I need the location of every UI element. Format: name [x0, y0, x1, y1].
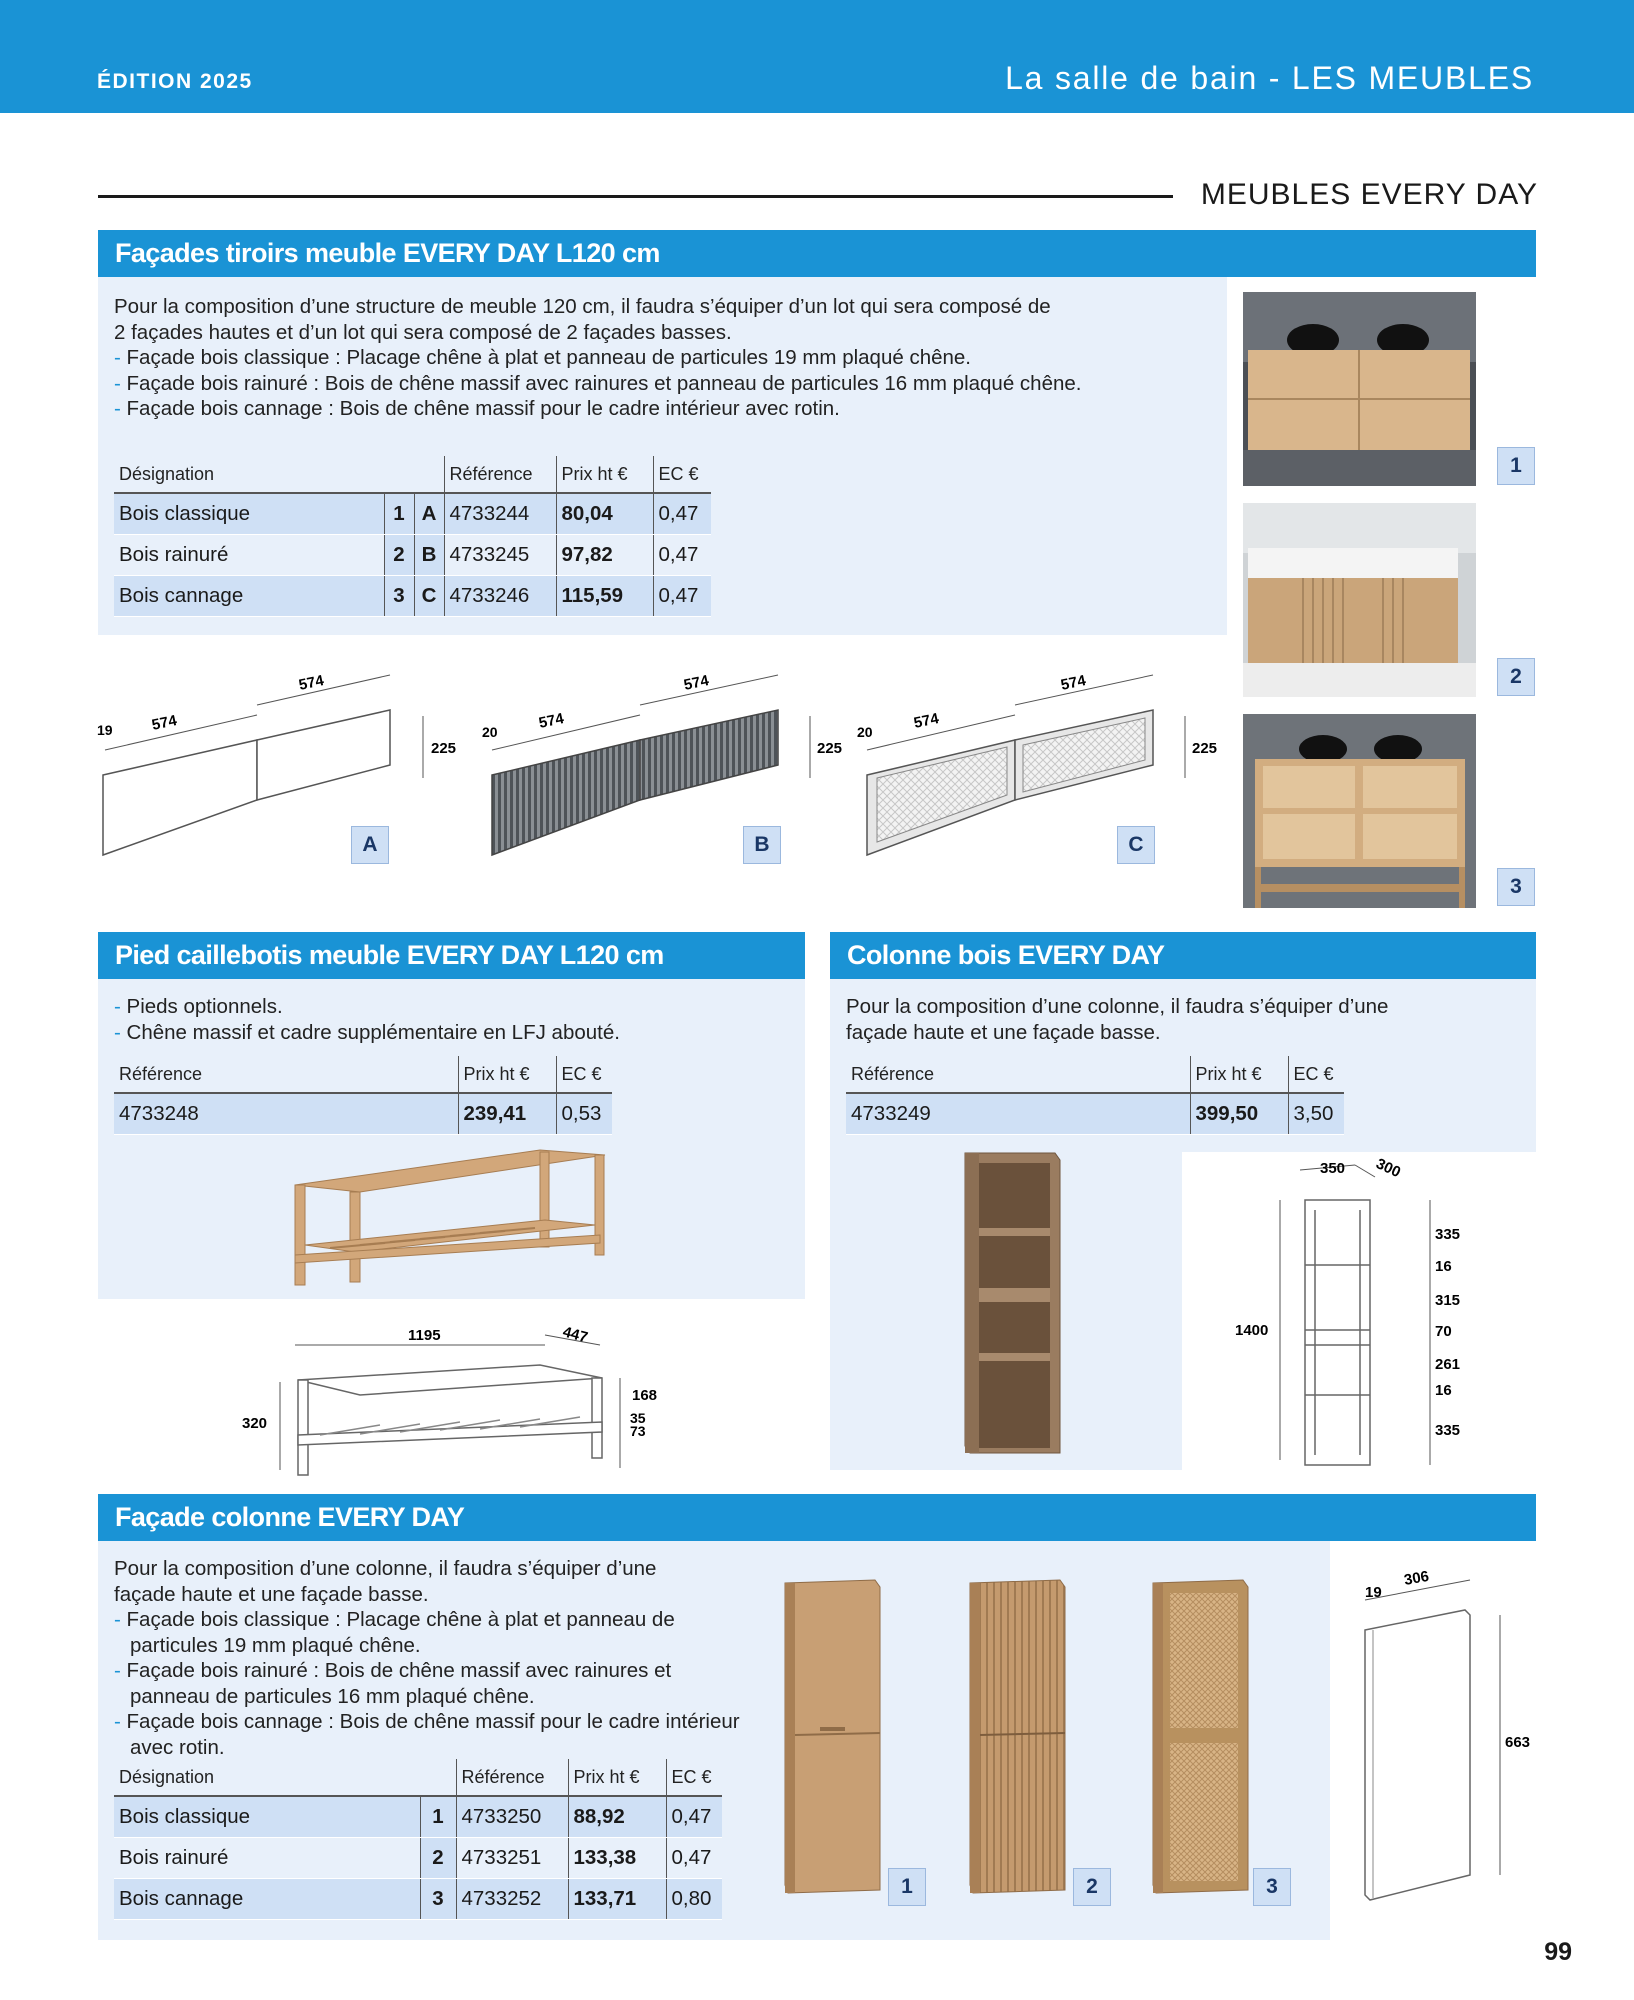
dim-segment: 315	[1435, 1292, 1461, 1309]
page-number: 99	[1544, 1938, 1572, 1966]
table-header	[114, 1056, 612, 1093]
dim-segment: 335	[1435, 1226, 1461, 1243]
intro-line: façade haute et une façade basse.	[846, 1020, 1161, 1044]
cell-designation: Bois cannage	[114, 1878, 420, 1919]
dim-width: 574	[537, 710, 566, 732]
cell-num: 3	[420, 1878, 456, 1919]
cell-reference: 4733244	[444, 493, 556, 534]
cell-ec: 0,47	[653, 493, 711, 534]
photo-facade-colonne-cannage	[1148, 1575, 1253, 1895]
cell-reference: 4733248	[114, 1093, 458, 1134]
col-reference: Référence	[114, 1056, 458, 1093]
price-table	[846, 1056, 1344, 1135]
cell-num: 2	[384, 534, 414, 575]
diagram-badge: C	[1117, 826, 1155, 864]
dim-depth: 447	[560, 1323, 590, 1347]
cell-ec: 0,47	[653, 534, 711, 575]
dim-width: 350	[1320, 1160, 1346, 1177]
col-reference: Référence	[456, 1759, 568, 1796]
col-designation: Désignation	[114, 456, 384, 493]
bullet: - Façade bois cannage : Bois de chêne massif pour le cadre intérieur avec rotin.	[114, 396, 1214, 422]
intro-line: 2 façades hautes et d’un lot qui sera composé de 2 façades basses.	[114, 320, 732, 344]
col-ec: EC €	[653, 456, 711, 493]
cell-price: 399,50	[1190, 1093, 1288, 1134]
dim-c: 73	[630, 1423, 646, 1439]
photo-facade-colonne-classique	[780, 1575, 885, 1895]
photo-vanity-rainure	[1243, 503, 1476, 697]
col-designation: Désignation	[114, 1759, 420, 1796]
photo-badge: 3	[1253, 1868, 1291, 1906]
section-description	[114, 294, 1214, 422]
table-row	[114, 493, 711, 534]
table-row	[114, 534, 711, 575]
dim-height: 225	[817, 740, 843, 757]
title-rule	[98, 195, 1173, 198]
dim-depth: 300	[1373, 1155, 1404, 1182]
dim-width: 574	[1059, 672, 1088, 694]
cell-letter: C	[414, 575, 444, 616]
section-description	[114, 994, 794, 1045]
cell-num: 3	[384, 575, 414, 616]
cell-designation: Bois rainuré	[114, 534, 384, 575]
cell-reference: 4733249	[846, 1093, 1190, 1134]
dim-segment: 261	[1435, 1356, 1461, 1373]
intro-line: façade haute et une façade basse.	[114, 1582, 429, 1606]
cell-num: 1	[384, 493, 414, 534]
intro-line: Pour la composition d’une colonne, il faudra s’équiper d’une	[846, 995, 1389, 1018]
dim-segment: 16	[1435, 1382, 1452, 1399]
dim-thickness: 20	[857, 724, 873, 740]
diagram-facade-a	[95, 660, 475, 870]
photo-colonne-bois	[960, 1148, 1065, 1458]
photo-vanity-classique	[1243, 292, 1476, 486]
section-description	[114, 1556, 764, 1760]
dim-height: 225	[431, 740, 457, 757]
table-header	[114, 456, 711, 493]
table-row	[846, 1093, 1344, 1134]
cell-reference: 4733246	[444, 575, 556, 616]
dim-width: 574	[150, 712, 179, 734]
cell-price: 239,41	[458, 1093, 556, 1134]
diagram-colonne-bois	[1225, 1155, 1465, 1475]
dim-height: 225	[1192, 740, 1218, 757]
cell-price: 115,59	[556, 575, 653, 616]
cell-letter: B	[414, 534, 444, 575]
cell-reference: 4733250	[456, 1796, 568, 1837]
dim-thickness: 20	[482, 724, 498, 740]
cell-num: 2	[420, 1837, 456, 1878]
dim-width: 574	[912, 710, 941, 732]
photo-badge: 1	[888, 1868, 926, 1906]
table-row	[114, 1796, 722, 1837]
dim-segment: 70	[1435, 1323, 1452, 1340]
cell-designation: Bois classique	[114, 1796, 420, 1837]
cell-designation: Bois rainuré	[114, 1837, 420, 1878]
col-prix: Prix ht €	[556, 456, 653, 493]
photo-pied-caillebotis	[290, 1140, 620, 1295]
bullet: - Façade bois classique : Placage chêne à plat et panneau de particules 19 mm plaqué chêne.	[114, 345, 1214, 371]
col-ec: EC €	[556, 1056, 612, 1093]
col-reference: Référence	[846, 1056, 1190, 1093]
cell-price: 133,71	[568, 1878, 666, 1919]
photo-vanity-cannage	[1243, 714, 1476, 908]
diagram-facade-b	[480, 660, 860, 870]
dim-width: 306	[1402, 1567, 1431, 1589]
cell-price: 133,38	[568, 1837, 666, 1878]
table-header	[114, 1759, 722, 1796]
dim-height: 663	[1505, 1734, 1531, 1751]
cell-ec: 0,47	[666, 1837, 722, 1878]
dim-b: 35	[630, 1410, 646, 1426]
cell-ec: 0,53	[556, 1093, 612, 1134]
cell-ec: 0,47	[666, 1796, 722, 1837]
dim-thickness: 19	[97, 722, 113, 738]
cell-reference: 4733251	[456, 1837, 568, 1878]
cell-reference: 4733245	[444, 534, 556, 575]
section-title-facades-tiroirs: Façades tiroirs meuble EVERY DAY L120 cm	[98, 230, 1536, 277]
bullet: - Façade bois cannage : Bois de chêne massif pour le cadre intérieur avec rotin.	[114, 1709, 754, 1760]
series-title: MEUBLES EVERY DAY	[1200, 178, 1538, 211]
cell-ec: 0,47	[653, 575, 711, 616]
diagram-badge: A	[351, 826, 389, 864]
dim-width: 1195	[408, 1327, 441, 1344]
photo-badge: 2	[1073, 1868, 1111, 1906]
bullet: - Façade bois rainuré : Bois de chêne massif avec rainures et panneau de particules 16 mm plaqué chêne.	[114, 371, 1174, 397]
diagram-pied-caillebotis	[230, 1310, 670, 1480]
table-row	[114, 1093, 612, 1134]
price-table	[114, 456, 711, 617]
cell-reference: 4733252	[456, 1878, 568, 1919]
table-row	[114, 1878, 722, 1919]
chapter-title: La salle de bain - LES MEUBLES	[1005, 60, 1534, 96]
cell-designation: Bois cannage	[114, 575, 384, 616]
intro-line: Pour la composition d’une structure de meuble 120 cm, il faudra s’équiper d’un lot qui sera composé de	[114, 295, 1051, 318]
cell-price: 80,04	[556, 493, 653, 534]
dim-width: 574	[297, 672, 326, 694]
section-description	[846, 994, 1526, 1045]
bullet: - Chêne massif et cadre supplémentaire en LFJ abouté.	[114, 1020, 794, 1046]
cell-ec: 0,80	[666, 1878, 722, 1919]
bullet: - Façade bois rainuré : Bois de chêne massif avec rainures et panneau de particules 16 mm plaqué chêne.	[114, 1658, 754, 1709]
cell-letter: A	[414, 493, 444, 534]
cell-designation: Bois classique	[114, 493, 384, 534]
dim-thickness: 19	[1365, 1584, 1382, 1601]
dim-segment: 16	[1435, 1258, 1452, 1275]
dim-segment: 335	[1435, 1422, 1461, 1439]
cell-ec: 3,50	[1288, 1093, 1344, 1134]
dim-width: 574	[682, 672, 711, 694]
diagram-badge: B	[743, 826, 781, 864]
cell-price: 88,92	[568, 1796, 666, 1837]
bullet: - Pieds optionnels.	[114, 994, 794, 1020]
price-table	[114, 1056, 612, 1135]
section-title-pied-caillebotis: Pied caillebotis meuble EVERY DAY L120 cm	[98, 932, 805, 979]
col-prix: Prix ht €	[1190, 1056, 1288, 1093]
col-ec: EC €	[1288, 1056, 1344, 1093]
photo-badge: 3	[1497, 868, 1535, 906]
diagram-facade-colonne	[1345, 1560, 1545, 1910]
table-row	[114, 575, 711, 616]
col-prix: Prix ht €	[568, 1759, 666, 1796]
cell-price: 97,82	[556, 534, 653, 575]
col-reference: Référence	[444, 456, 556, 493]
table-row	[114, 1837, 722, 1878]
section-title-facade-colonne: Façade colonne EVERY DAY	[98, 1494, 1536, 1541]
col-ec: EC €	[666, 1759, 722, 1796]
edition-label: ÉDITION 2025	[97, 70, 253, 93]
section-title-colonne-bois: Colonne bois EVERY DAY	[830, 932, 1536, 979]
photo-badge: 1	[1497, 447, 1535, 485]
col-prix: Prix ht €	[458, 1056, 556, 1093]
photo-facade-colonne-rainure	[965, 1575, 1070, 1895]
cell-num: 1	[420, 1796, 456, 1837]
dim-height: 320	[242, 1415, 268, 1432]
dim-a: 168	[632, 1387, 658, 1404]
diagram-facade-c	[855, 660, 1235, 870]
photo-badge: 2	[1497, 658, 1535, 696]
dim-height: 1400	[1235, 1322, 1269, 1339]
price-table	[114, 1759, 722, 1920]
intro-line: Pour la composition d’une colonne, il faudra s’équiper d’une	[114, 1557, 657, 1580]
bullet: - Façade bois classique : Placage chêne à plat et panneau de particules 19 mm plaqué chêne.	[114, 1607, 754, 1658]
table-header	[846, 1056, 1344, 1093]
